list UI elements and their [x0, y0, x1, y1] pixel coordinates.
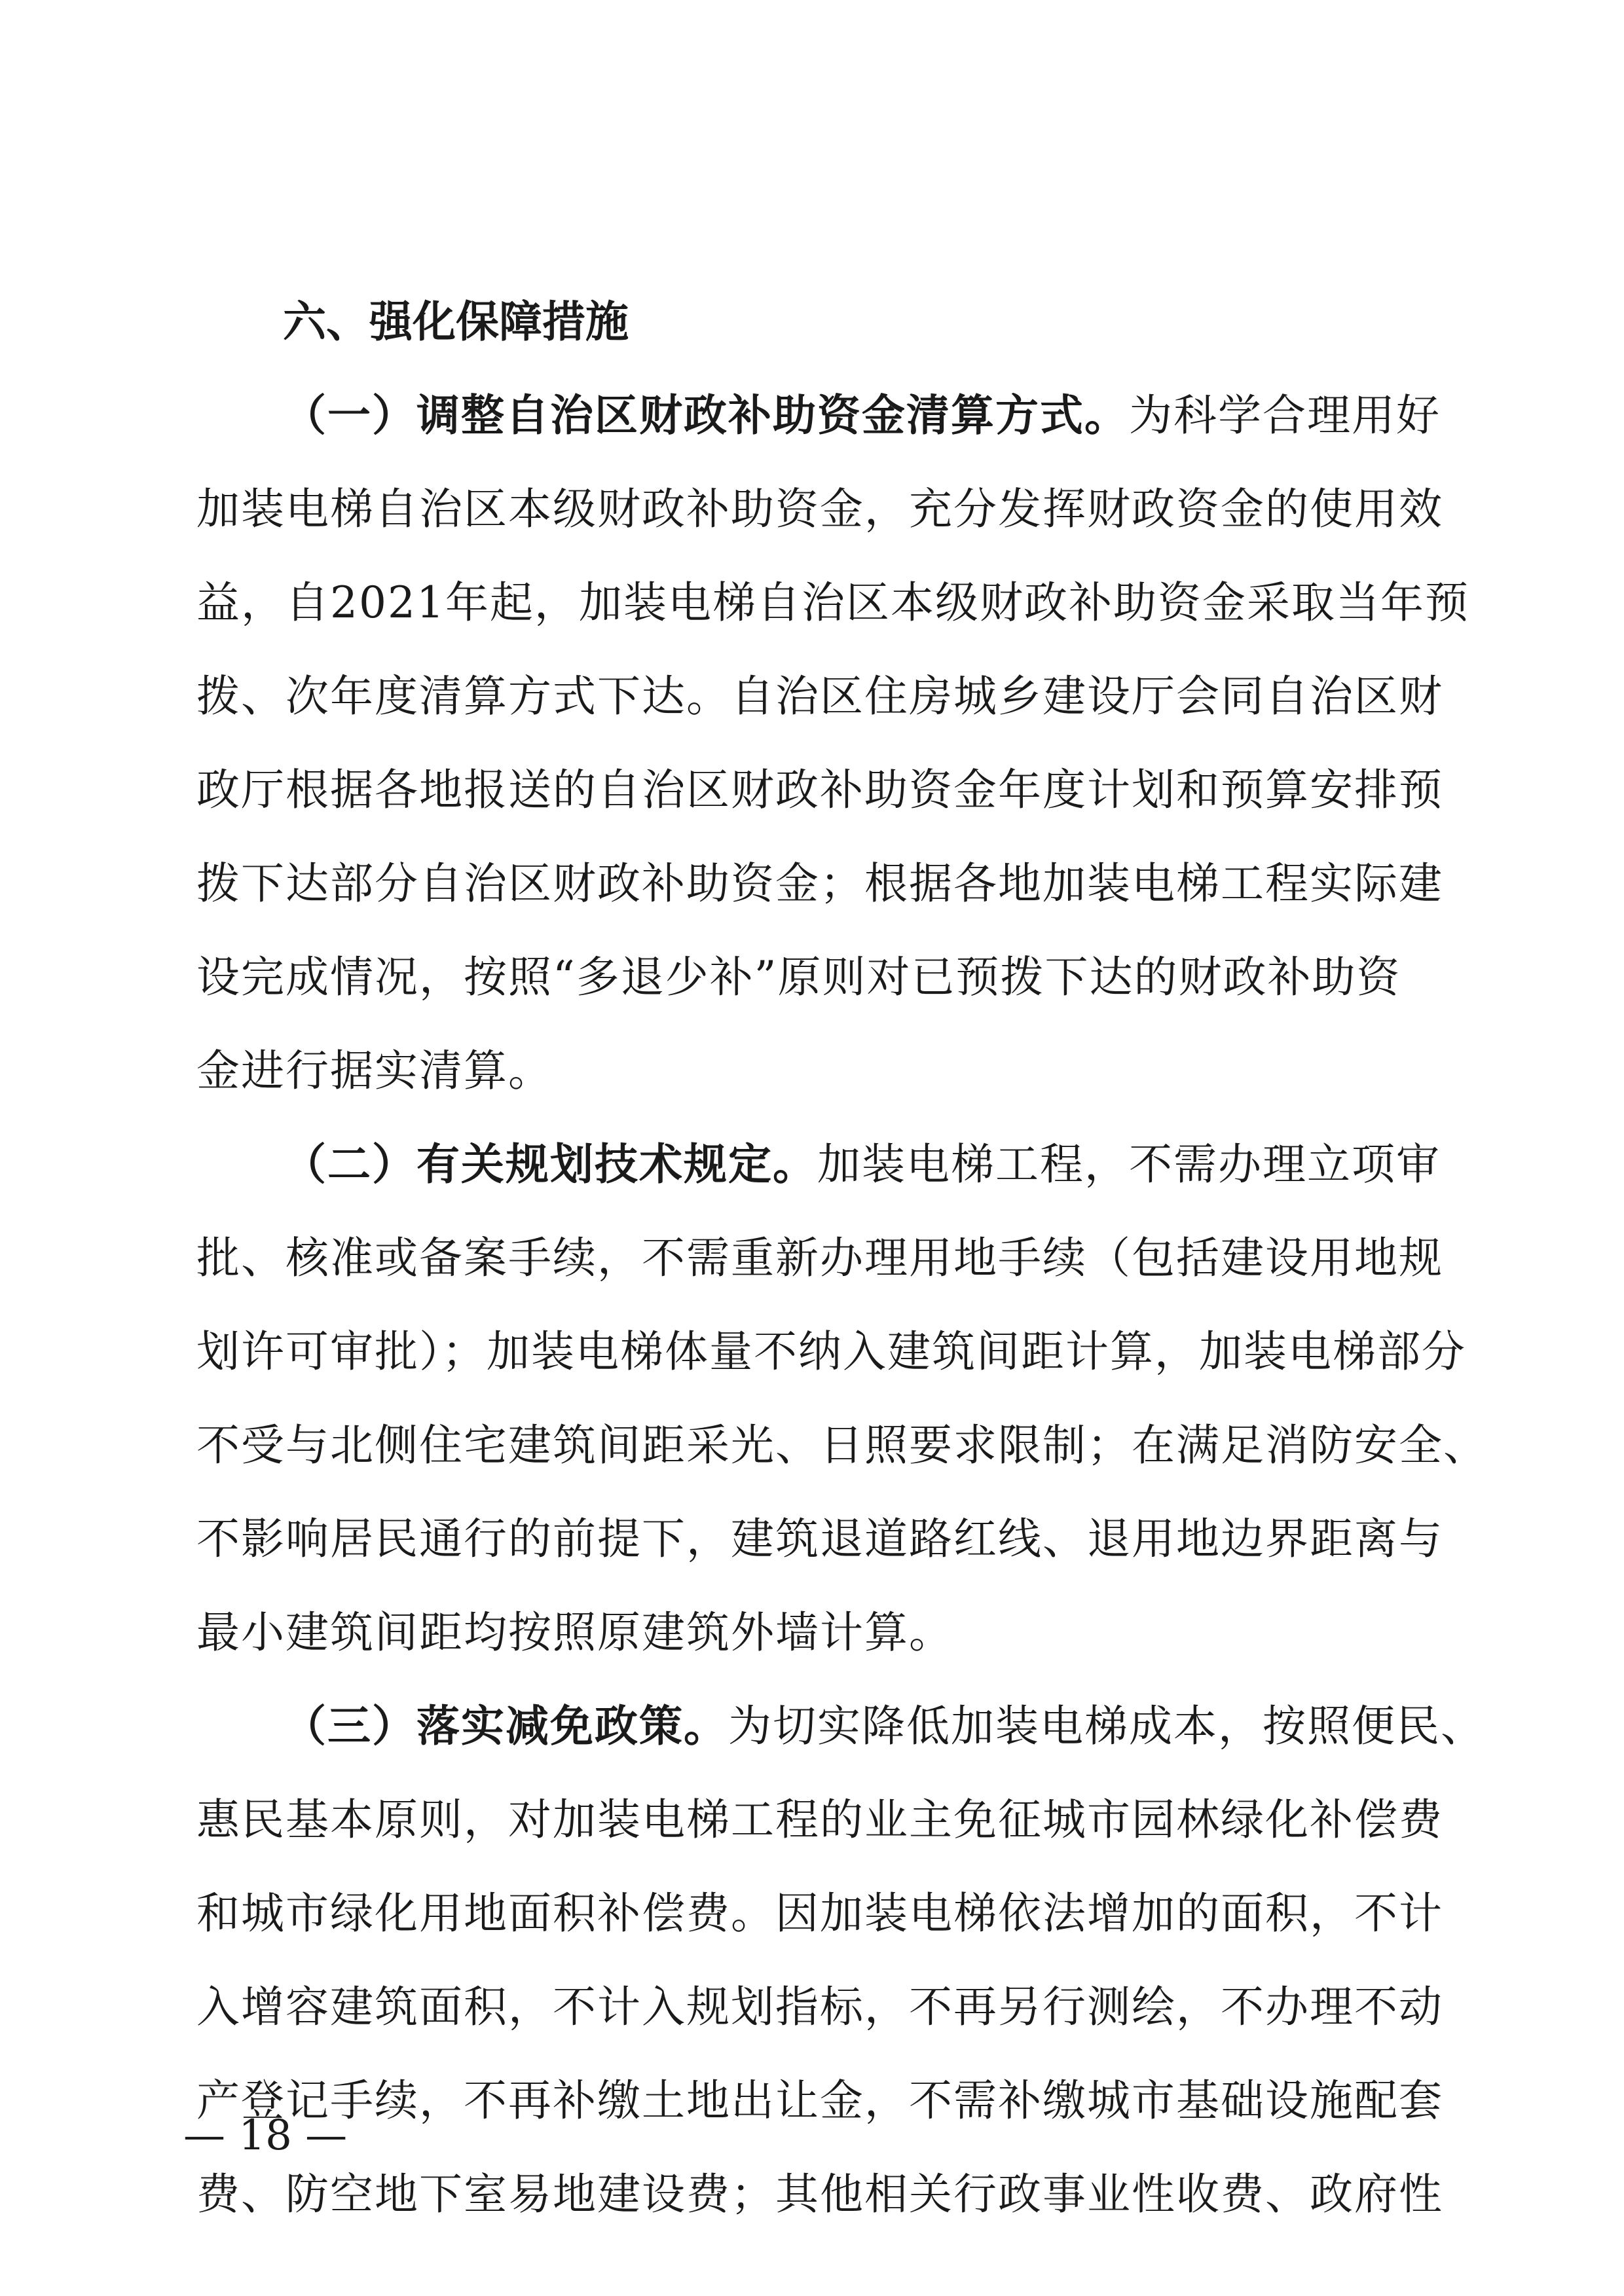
- paragraph-3-line: 产登记手续，不再补缴土地出让金，不需补缴城市基础设施配套: [196, 2075, 1443, 2126]
- paragraph-2-line-1: [196, 1118, 1441, 1211]
- paragraph-1-line: 加装电梯自治区本级财政补助资金，充分发挥财政资金的使用效: [196, 484, 1443, 534]
- paragraph-3-text: 为切实降低加装电梯成本，按照便民、: [728, 1701, 1485, 1751]
- paragraph-1-line: 拨、次年度清算方式下达。自治区住房城乡建设厅会同自治区财: [196, 671, 1443, 721]
- paragraph-2-line: 不受与北侧住宅建筑间距采光、日照要求限制；在满足消防安全、: [196, 1420, 1488, 1470]
- paragraph-1-line: 设完成情况，按照“多退少补”原则对已预拨下达的财政补助资: [196, 952, 1401, 1002]
- paragraph-1-line: 金进行据实清算。: [196, 1046, 553, 1096]
- paragraph-3-lead: （三）落实减免政策。: [283, 1701, 728, 1751]
- paragraph-1-line: 拨下达部分自治区财政补助资金；根据各地加装电梯工程实际建: [196, 858, 1443, 909]
- paragraph-3-line: 入增容建筑面积，不计入规划指标，不再另行测绘，不办理不动: [196, 1982, 1443, 2032]
- paragraph-1-line: 益，自2021年起，加装电梯自治区本级财政补助资金采取当年预: [196, 577, 1469, 628]
- paragraph-3-line: 和城市绿化用地面积补偿费。因加装电梯依法增加的面积，不计: [196, 1888, 1443, 1939]
- paragraph-3-line: 费、防空地下室易地建设费；其他相关行政事业性收费、政府性: [196, 2169, 1443, 2219]
- paragraph-2-line: 不影响居民通行的前提下，建筑退道路红线、退用地边界距离与: [196, 1514, 1443, 1564]
- paragraph-1-lead: （一）调整自治区财政补助资金清算方式。: [283, 390, 1129, 441]
- section-heading: 六、强化保障措施: [283, 297, 629, 347]
- paragraph-2-line: 最小建筑间距均按照原建筑外墙计算。: [196, 1607, 953, 1658]
- paragraph-1-line: 政厅根据各地报送的自治区财政补助资金年度计划和预算安排预: [196, 765, 1443, 815]
- paragraph-2-line: 批、核准或备案手续，不需重新办理用地手续（包括建设用地规: [196, 1233, 1443, 1283]
- paragraph-2-text: 加装电梯工程，不需办理立项审: [817, 1139, 1441, 1190]
- paragraph-2-lead: （二）有关规划技术规定。: [283, 1139, 817, 1190]
- paragraph-3-line: 惠民基本原则，对加装电梯工程的业主免征城市园林绿化补偿费: [196, 1795, 1443, 1845]
- paragraph-3-line-1: [196, 1679, 1485, 1773]
- document-body: [196, 275, 1488, 2241]
- paragraph-2-line: 划许可审批）；加装电梯体量不纳入建筑间距计算，加装电梯部分: [196, 1326, 1466, 1377]
- page-number: — 18 —: [183, 2111, 348, 2160]
- paragraph-1-text: 为科学合理用好: [1129, 390, 1441, 441]
- paragraph-1-line-1: [196, 369, 1441, 462]
